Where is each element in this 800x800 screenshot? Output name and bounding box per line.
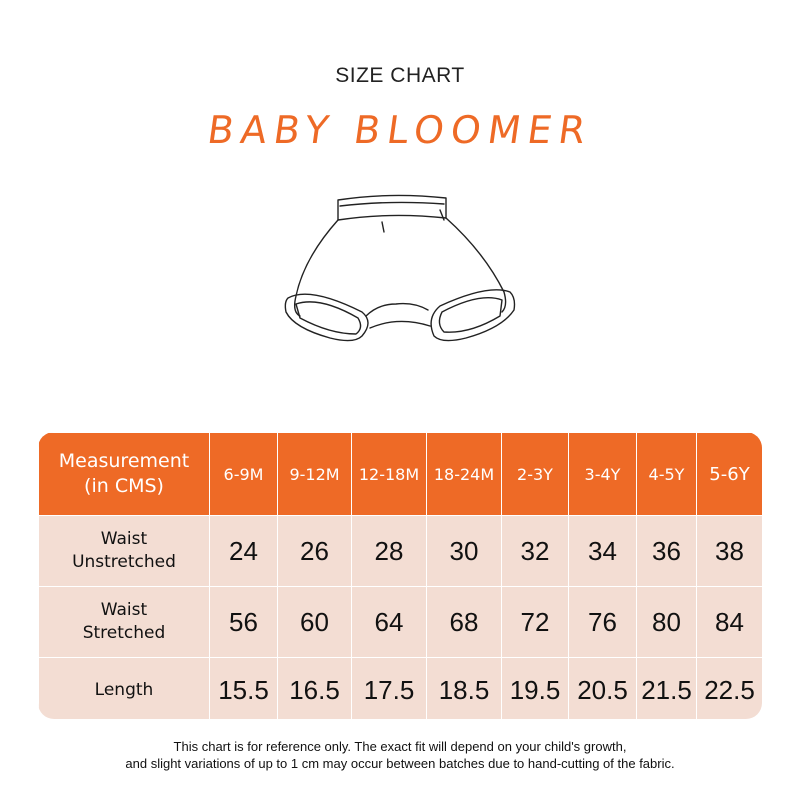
row-label-line1: Length xyxy=(94,679,154,700)
size-header: 4-5Y xyxy=(637,433,697,516)
size-header: 6-9M xyxy=(210,433,278,516)
row-label xyxy=(39,516,210,587)
table-cell: 34 xyxy=(569,516,637,587)
table-cell: 28 xyxy=(352,516,427,587)
size-header: 2-3Y xyxy=(502,433,569,516)
table-cell: 68 xyxy=(427,587,502,658)
measurement-header-line1: Measurement xyxy=(58,450,190,473)
row-label-line2: Unstretched xyxy=(72,552,176,572)
table-cell: 36 xyxy=(637,516,697,587)
table-cell: 18.5 xyxy=(427,658,502,720)
row-label xyxy=(39,658,210,720)
table-cell: 24 xyxy=(210,516,278,587)
table-cell: 22.5 xyxy=(697,658,763,720)
disclaimer-line2: and slight variations of up to 1 cm may occur between batches due to hand-cutting of the fabric. xyxy=(125,756,675,771)
measurement-header-line2: (in CMS) xyxy=(84,475,164,497)
size-header: 9-12M xyxy=(278,433,352,516)
table-cell: 80 xyxy=(637,587,697,658)
size-header: 12-18M xyxy=(352,433,427,516)
table-row xyxy=(39,516,763,587)
table-cell: 64 xyxy=(352,587,427,658)
disclaimer-line1: This chart is for reference only. The exact fit will depend on your child's growth, xyxy=(173,739,627,754)
table-cell: 21.5 xyxy=(637,658,697,720)
table-cell: 56 xyxy=(210,587,278,658)
table-cell: 72 xyxy=(502,587,569,658)
table-row xyxy=(39,658,763,720)
row-label-line1: Waist xyxy=(100,600,148,621)
product-title: BABY BLOOMER xyxy=(204,108,596,152)
table-cell: 30 xyxy=(427,516,502,587)
table-row xyxy=(39,587,763,658)
table-cell: 76 xyxy=(569,587,637,658)
table-cell: 15.5 xyxy=(210,658,278,720)
table-cell: 38 xyxy=(697,516,763,587)
size-table xyxy=(38,432,762,719)
row-label-line1: Waist xyxy=(100,529,148,550)
table-cell: 19.5 xyxy=(502,658,569,720)
size-header: 18-24M xyxy=(427,433,502,516)
table-cell: 20.5 xyxy=(569,658,637,720)
row-label-line2: Stretched xyxy=(82,623,166,643)
table-cell: 32 xyxy=(502,516,569,587)
table-cell: 17.5 xyxy=(352,658,427,720)
table-header-row xyxy=(39,433,763,516)
table-cell: 84 xyxy=(697,587,763,658)
row-label xyxy=(39,587,210,658)
table-cell: 16.5 xyxy=(278,658,352,720)
bloomer-outline-icon xyxy=(270,188,530,388)
size-header: 3-4Y xyxy=(569,433,637,516)
size-header: 5-6Y xyxy=(697,433,763,516)
size-table-container xyxy=(38,432,762,719)
measurement-header xyxy=(39,433,210,516)
table-cell: 26 xyxy=(278,516,352,587)
page-heading: SIZE CHART xyxy=(335,64,465,87)
disclaimer-note xyxy=(0,738,800,772)
table-cell: 60 xyxy=(278,587,352,658)
